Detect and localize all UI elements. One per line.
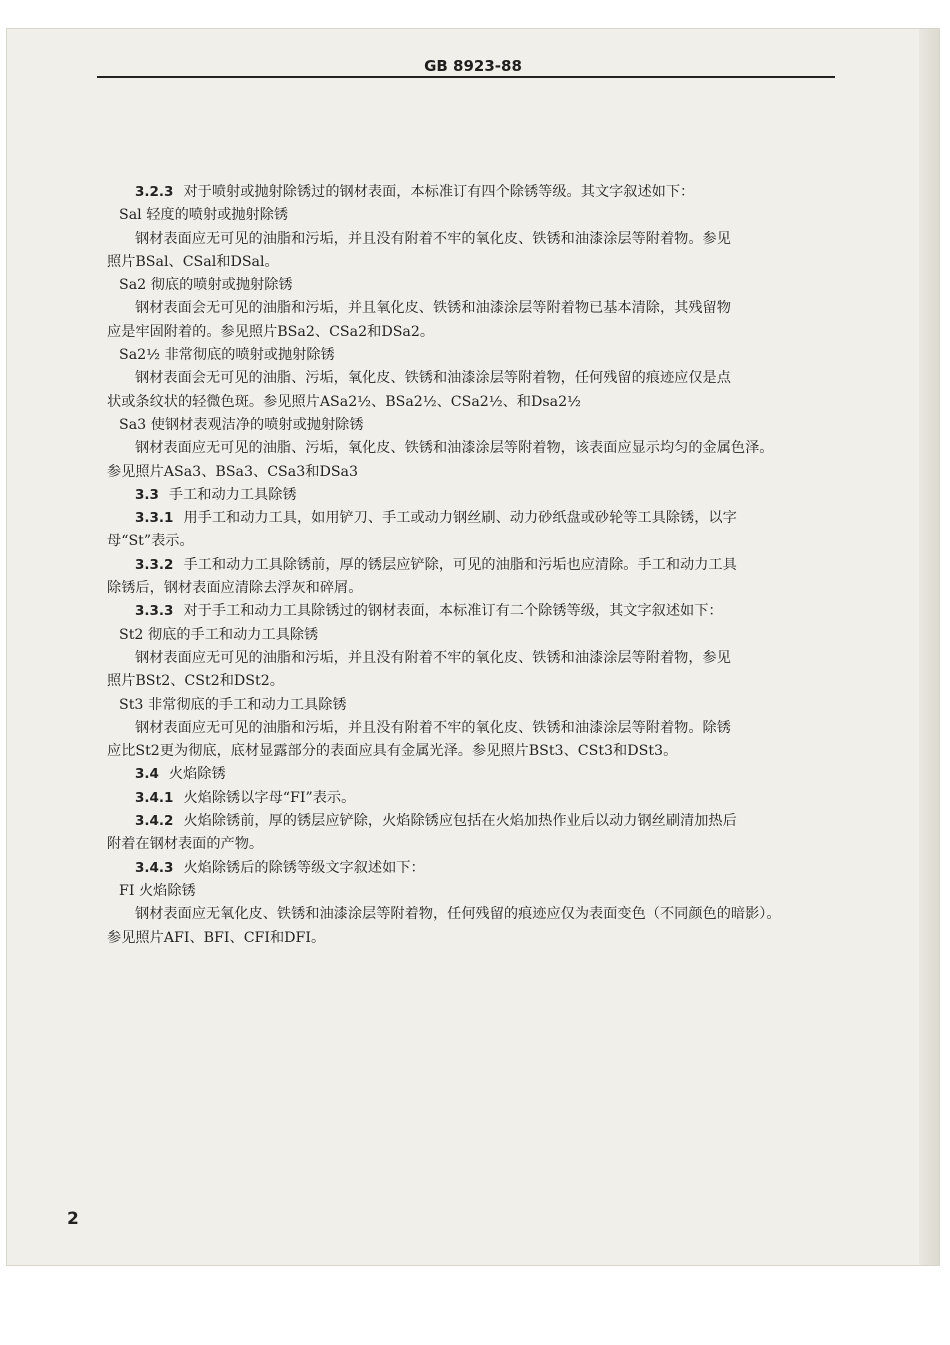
line-text: 除锈后，钢材表面应清除去浮灰和碎屑。 xyxy=(107,580,363,597)
text-line xyxy=(107,321,837,344)
line-text: 附着在钢材表面的产物。 xyxy=(107,836,264,853)
section-line xyxy=(107,554,837,577)
line-text: 火焰除锈前，厚的锈层应铲除，火焰除锈应包括在火焰加热作业后以动力钢丝刷清加热后 xyxy=(183,813,737,830)
text-line xyxy=(107,297,837,320)
text-line xyxy=(107,204,837,227)
line-text: 对于喷射或抛射除锈过的钢材表面，本标准订有四个除锈等级。其文字叙述如下： xyxy=(183,184,695,200)
section-number: 3.3.2 xyxy=(135,556,174,573)
text-line xyxy=(107,391,837,414)
line-text: 母“St”表示。 xyxy=(107,533,194,550)
section-line xyxy=(107,507,837,530)
text-line xyxy=(107,414,837,437)
text-line xyxy=(107,530,837,553)
text-line xyxy=(107,927,837,950)
text-line xyxy=(107,461,837,484)
text-line xyxy=(107,694,837,717)
section-line xyxy=(107,787,837,810)
section-line xyxy=(107,484,837,507)
body-text xyxy=(107,181,837,950)
line-text: Sa3 使钢材表观洁净的喷射或抛射除锈 xyxy=(119,416,364,433)
line-text: 应是牢固附着的。参见照片BSa2、CSa2和DSa2。 xyxy=(107,323,435,340)
text-line xyxy=(107,717,837,740)
line-text: 钢材表面会无可见的油脂、污垢，氧化皮、铁锈和油漆涂层等附着物，任何残留的痕迹应仅是点 xyxy=(135,370,731,387)
line-text: 照片BSt2、CSt2和DSt2。 xyxy=(107,673,284,690)
line-text: 火焰除锈 xyxy=(168,766,226,783)
text-line xyxy=(107,577,837,600)
page-edge-shadow xyxy=(919,29,939,1265)
line-text: Sal 轻度的喷射或抛射除锈 xyxy=(119,207,289,224)
text-line xyxy=(107,903,837,926)
text-line xyxy=(107,880,837,903)
line-text: Sa2 彻底的喷射或抛射除锈 xyxy=(119,277,293,294)
line-text: 手工和动力工具除锈 xyxy=(168,486,297,503)
section-number: 3.3.3 xyxy=(135,603,174,620)
line-text: 火焰除锈以字母“FI”表示。 xyxy=(183,789,356,806)
line-text: 参见照片ASa3、BSa3、CSa3和DSa3 xyxy=(107,463,359,480)
text-line xyxy=(107,740,837,763)
text-line xyxy=(107,367,837,390)
section-number: 3.4.3 xyxy=(135,859,174,876)
section-line xyxy=(107,857,837,880)
section-number: 3.4.1 xyxy=(135,789,174,806)
line-text: 钢材表面应无氧化皮、铁锈和油漆涂层等附着物，任何残留的痕迹应仅为表面变色（不同颜色的暗影）。 xyxy=(135,906,781,923)
section-number: 3.3.1 xyxy=(135,510,174,527)
text-line xyxy=(107,647,837,670)
line-text: 钢材表面应无可见的油脂和污垢，并且没有附着不牢的氧化皮、铁锈和油漆涂层等附着物。参见 xyxy=(135,230,731,247)
line-text: St3 非常彻底的手工和动力工具除锈 xyxy=(119,696,347,713)
text-line xyxy=(107,624,837,647)
line-text: 参见照片AFI、BFI、CFI和DFI。 xyxy=(107,929,326,946)
text-line xyxy=(107,344,837,367)
text-line xyxy=(107,437,837,460)
line-text: 状或条纹状的轻微色斑。参见照片ASa2½、BSa2½、CSa2½、和Dsa2½ xyxy=(107,393,581,410)
line-text: 应比St2更为彻底，底材显露部分的表面应具有金属光泽。参见照片BSt3、CSt3和DSt3。 xyxy=(107,743,678,760)
section-number: 3.4.2 xyxy=(135,813,174,830)
text-line xyxy=(107,228,837,251)
page-number: 2 xyxy=(67,1209,79,1229)
line-text: 钢材表面应无可见的油脂、污垢，氧化皮、铁锈和油漆涂层等附着物，该表面应显示均匀的金属色泽。 xyxy=(135,440,774,457)
line-text: 钢材表面应无可见的油脂和污垢，并且没有附着不牢的氧化皮、铁锈和油漆涂层等附着物。除锈 xyxy=(135,719,731,736)
header-rule xyxy=(97,76,835,78)
text-line xyxy=(107,670,837,693)
section-line xyxy=(107,600,837,623)
section-number: 3.3 xyxy=(135,486,159,503)
section-line xyxy=(107,181,837,204)
text-line xyxy=(107,251,837,274)
line-text: 火焰除锈后的除锈等级文字叙述如下： xyxy=(183,859,425,876)
line-text: 对于手工和动力工具除锈过的钢材表面，本标准订有二个除锈等级，其文字叙述如下： xyxy=(183,603,723,620)
line-text: St2 彻底的手工和动力工具除锈 xyxy=(119,626,319,643)
section-number: 3.4 xyxy=(135,766,159,783)
line-text: FI 火焰除锈 xyxy=(119,882,196,899)
line-text: 钢材表面应无可见的油脂和污垢，并且没有附着不牢的氧化皮、铁锈和油漆涂层等附着物，参见 xyxy=(135,649,731,666)
text-line xyxy=(107,274,837,297)
line-text: 钢材表面会无可见的油脂和污垢，并且氧化皮、铁锈和油漆涂层等附着物已基本清除，其残留物 xyxy=(135,300,731,317)
section-line xyxy=(107,763,837,786)
line-text: 照片BSal、CSal和DSal。 xyxy=(107,253,279,270)
line-text: 手工和动力工具除锈前，厚的锈层应铲除，可见的油脂和污垢也应清除。手工和动力工具 xyxy=(183,556,737,573)
line-text: 用手工和动力工具，如用铲刀、手工或动力钢丝刷、动力砂纸盘或砂轮等工具除锈，以字 xyxy=(183,510,737,527)
standard-code: GB 8923-88 xyxy=(424,57,522,75)
text-line xyxy=(107,833,837,856)
section-number: 3.2.3 xyxy=(135,184,174,200)
document-page xyxy=(6,28,940,1266)
section-line xyxy=(107,810,837,833)
line-text: Sa2½ 非常彻底的喷射或抛射除锈 xyxy=(119,347,335,364)
